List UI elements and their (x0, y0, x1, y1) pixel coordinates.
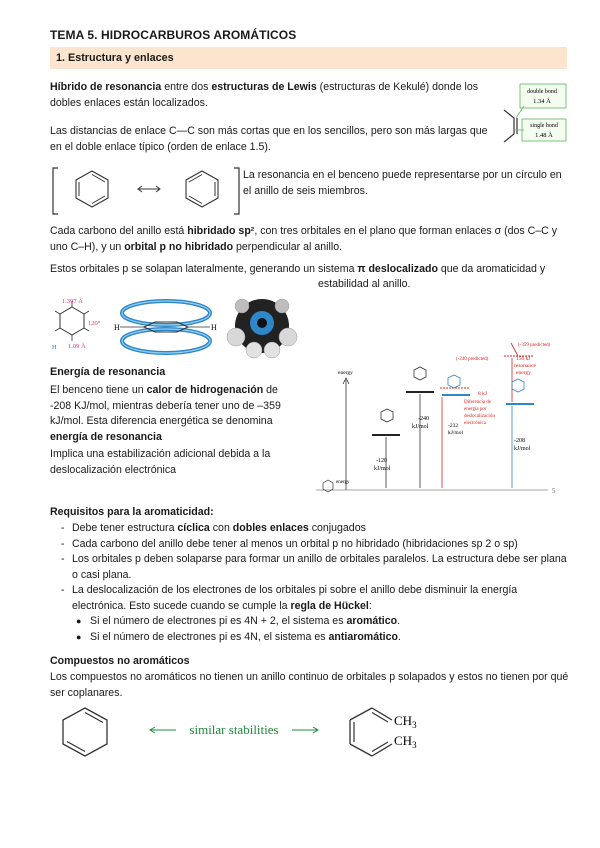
annotation-line: deslocalización (464, 414, 495, 419)
requirement-item: - Cada carbono del anillo debe tener al menos un orbital p no hibridado (hibridaciones sp 2 o sp) (50, 537, 572, 553)
term-resonance-hybrid: Híbrido de resonancia (50, 81, 162, 93)
ch-bond (55, 328, 60, 331)
kekule-structure-2 (186, 171, 218, 207)
term-pi-delocalized: π deslocalizado (357, 263, 438, 275)
benzene-icon (512, 379, 524, 392)
kekule-resonance-figure (50, 165, 242, 217)
hydrogen-label: H (52, 344, 57, 351)
page-title: TEMA 5. HIDROCARBUROS AROMÁTICOS (50, 28, 297, 42)
value-120-unit: kJ/mol (374, 466, 391, 472)
subscript-3: 3 (412, 720, 417, 730)
term-huckel-rule: regla de Hückel (290, 599, 369, 612)
text-fragment: : (368, 599, 372, 612)
ch-bond (55, 311, 60, 314)
single-bond-value: 1.48 Å (535, 132, 553, 139)
text-fragment: (estructuras de Kekulé) donde los dobles enlaces están localizados. (50, 81, 479, 109)
pi-system-paragraph (50, 262, 572, 278)
similar-stabilities-label: similar stabilities (189, 722, 279, 737)
resonance-arrow (138, 186, 160, 192)
methyl-text: CH (394, 733, 413, 748)
similar-stabilities-arrow (150, 722, 318, 737)
ch-length-label: 1.09 Å (68, 343, 86, 350)
resonance-hybrid-paragraph (50, 80, 482, 111)
text-fragment: El benceno tiene un (50, 384, 147, 396)
requirement-item (50, 521, 572, 537)
hydrogen-atom (279, 328, 297, 346)
text-fragment: que da aromaticidad y (437, 263, 546, 275)
term-antiaromatic: antiaromático (328, 630, 398, 643)
methyl-label-bottom (394, 733, 417, 750)
benzene-ring (60, 307, 84, 335)
value-150-label: energy (516, 370, 531, 376)
left-bracket (53, 168, 58, 214)
aromaticity-requirements (50, 521, 572, 645)
term-double-bonds: dobles enlaces (232, 522, 309, 534)
text-fragment: de -208 KJ/mol, mientras debería tener uno de –359 kJ/mol. Esta diferencia energética se denomina (50, 384, 281, 427)
value-240-unit: kJ/mol (412, 424, 429, 430)
resonance-energy-heading: Energía de resonancia (50, 366, 166, 378)
hydrogen-label: H (114, 323, 120, 332)
section-title: 1. Estructura y enlaces (56, 52, 174, 64)
cyclohexadiene-icon (414, 367, 426, 380)
resonance-energy-paragraph (50, 383, 296, 445)
hydrogen-atom (246, 342, 262, 358)
non-aromatic-heading: Compuestos no aromáticos (50, 655, 190, 667)
huckel-rule-item (50, 630, 572, 646)
predicted-359: (-359 predicted) (518, 343, 551, 348)
text-fragment: entre dos (161, 81, 212, 93)
hydrogen-atom (264, 342, 280, 358)
term-resonance-energy: energía de resonancia (50, 430, 162, 443)
text-fragment: Debe tener estructura (72, 522, 178, 534)
text-fragment: Estos orbitales p se solapan lateralmente, generando un sistema (50, 263, 358, 275)
text-fragment: La deslocalización de los electrones de los orbitales pi sobre el anillo debe disminuir la energía electrónica. Esto sucede cuando se cumple la (72, 584, 518, 612)
value-150-label: resonance (514, 363, 536, 369)
diene-icon (448, 375, 460, 388)
bond-angle-label: 120° (88, 320, 101, 327)
value-150: 150 kJ (516, 356, 531, 362)
non-aromatic-comparison-figure (50, 700, 440, 772)
predicted-240: (-240 predicted) (456, 357, 489, 362)
double-bond-value: 1.34 Å (533, 98, 551, 105)
huckel-rule-list (50, 614, 572, 645)
resonance-circle-paragraph: La resonancia en el benceno puede representarse por un círculo en el anillo de seis miembros. (243, 169, 562, 197)
text-fragment: perpendicular al anillo. (233, 240, 343, 253)
bond-length-figure (498, 82, 570, 144)
ch-bond (84, 328, 89, 331)
cyclohexene-icon (381, 409, 393, 422)
text-fragment: , con tres orbitales en el plano que forman enlaces σ (dos C–C y uno C–H), y un (50, 225, 558, 253)
cyclohexadiene-structure (63, 708, 107, 756)
corner-label: 5 (552, 487, 556, 495)
text-fragment: Cada carbono del anillo está (50, 225, 188, 237)
upper-pi-lobe-highlight (122, 301, 210, 325)
annotation-line: energía por (464, 407, 487, 412)
value-8kj: 8 kJ (478, 391, 488, 397)
lower-pi-lobe-highlight (122, 329, 210, 353)
term-p-orbital: orbital p no hibridado (124, 240, 234, 253)
text-fragment: con (209, 522, 233, 534)
value-208-unit: kJ/mol (514, 446, 531, 452)
text-fragment: conjugados (308, 522, 366, 534)
requirements-list (50, 521, 572, 614)
right-bracket (234, 168, 239, 214)
hybridization-paragraph (50, 224, 568, 255)
hydrogen-label: H (211, 323, 217, 332)
pi-orbital-overlap-figure (114, 296, 218, 358)
ring-fragment (504, 110, 514, 142)
delocalization-paragraph: Implica una estabilización adicional debida a la deslocalización electrónica (50, 448, 271, 476)
value-232-unit: kJ/mol (448, 430, 463, 436)
hydrogen-atom (227, 328, 245, 346)
annotation-line: Diferencia de (464, 400, 492, 405)
axis-label: energy (338, 370, 353, 376)
hydrogen-atom (275, 299, 289, 313)
value-208: -208 (514, 438, 525, 444)
space-filling-model (226, 292, 298, 360)
dimethyl-hexatriene-structure (350, 708, 392, 756)
requirement-item: - Los orbitales p deben solaparse para formar un anillo de orbitales paralelos. La estructura debe ser plana o casi plana. (50, 552, 572, 583)
benzene-geometry-figure (50, 294, 112, 354)
subscript-3: 3 (412, 740, 417, 750)
huckel-rule-item (50, 614, 572, 630)
methyl-label-top (394, 713, 417, 730)
hydrogen-atom (235, 299, 249, 313)
single-bond-label: single bond (530, 123, 558, 129)
hydrogenation-energy-diagram (308, 340, 570, 500)
requirement-item (50, 583, 572, 614)
annotation-line: electrónica (464, 421, 486, 426)
term-lewis-structures: estructuras de Lewis (211, 81, 317, 93)
double-bond-label: double bond (527, 89, 557, 95)
ring-center (257, 318, 267, 328)
pi-system-paragraph-end: estabilidad al anillo. (318, 278, 411, 290)
methyl-text: CH (394, 713, 413, 728)
value-120: -120 (376, 458, 387, 464)
text-fragment: Si el número de electrones pi es 4N, el sistema es (90, 630, 329, 643)
text-fragment: Si el número de electrones pi es 4N + 2, el sistema es (90, 615, 347, 627)
term-hydrogenation-heat: calor de hidrogenación (146, 384, 264, 396)
term-cyclic: cíclica (177, 522, 210, 534)
base-energy-label: energy (336, 480, 350, 485)
value-232: -232 (448, 423, 459, 429)
value-240: -240 (418, 416, 429, 422)
aromaticity-requirements-heading: Requisitos para la aromaticidad: (50, 506, 214, 518)
ch-bond (84, 311, 89, 314)
text-fragment: . (397, 615, 401, 627)
kekule-structure-1 (76, 171, 108, 207)
non-aromatic-paragraph: Los compuestos no aromáticos no tienen un anillo continuo de orbitales p solapados y estos no tienen por qué ser coplanares. (50, 671, 569, 699)
pointer-arrow (511, 343, 518, 356)
term-aromatic: aromático (346, 615, 398, 627)
text-fragment: . (397, 630, 401, 643)
bond-length-label: 1.397 Å (62, 298, 83, 305)
bond-distance-paragraph: Las distancias de enlace C—C son más cortas que en los sencillos, pero son más largas que en el doble enlace típico (orden de enlace 1.5). (50, 125, 488, 153)
term-sp2: hibridado sp² (187, 225, 255, 237)
